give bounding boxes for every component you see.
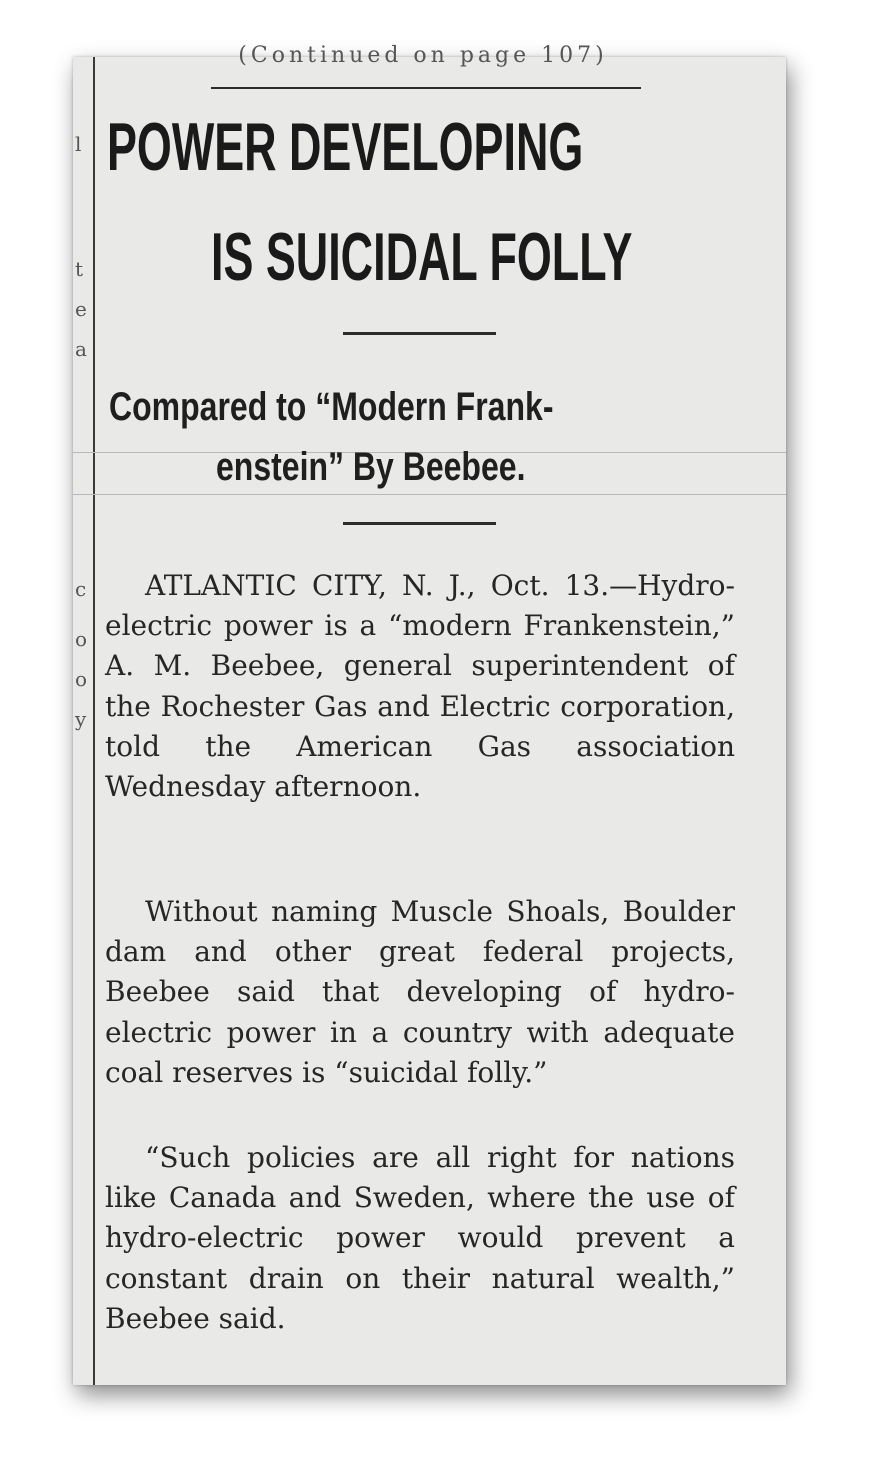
subheadline-line-2: enstein” By Beebee. bbox=[216, 445, 526, 489]
headline-rule bbox=[343, 332, 496, 335]
subheadline-rule bbox=[343, 522, 496, 525]
continued-notice: (Continued on page 107) bbox=[238, 43, 608, 68]
fold-line-lower bbox=[73, 494, 786, 495]
column-divider bbox=[93, 57, 95, 1385]
headline-line-2: IS SUICIDAL FOLLY bbox=[211, 219, 633, 295]
article-paragraph-2: Without naming Muscle Shoals, Boulder dam and other great federal projects, Beebee said that developing of hydro-electric power in a country with adequate coal reserves is “suicidal folly.” bbox=[105, 895, 735, 1089]
article-paragraph-1: ATLANTIC CITY, N. J., Oct. 13.—Hydro-electric power is a “modern Frankenstein,” A. M. Beebee, general superintendent of the Rochester Gas and Electric corporation, told the American Gas association Wednesday afternoon. bbox=[105, 569, 735, 804]
newspaper-clipping bbox=[73, 43, 786, 1385]
subheadline-line-1: Compared to “Modern Frank- bbox=[109, 385, 554, 429]
top-rule bbox=[211, 87, 641, 89]
adjacent-column-fragment: l t e a c o o y bbox=[75, 132, 88, 731]
headline-line-1: POWER DEVELOPING bbox=[107, 109, 584, 185]
article-paragraph-3: “Such policies are all right for nations like Canada and Sweden, where the use of hydro-electric power would prevent a constant drain on their natural wealth,” Beebee said. bbox=[105, 1141, 735, 1335]
